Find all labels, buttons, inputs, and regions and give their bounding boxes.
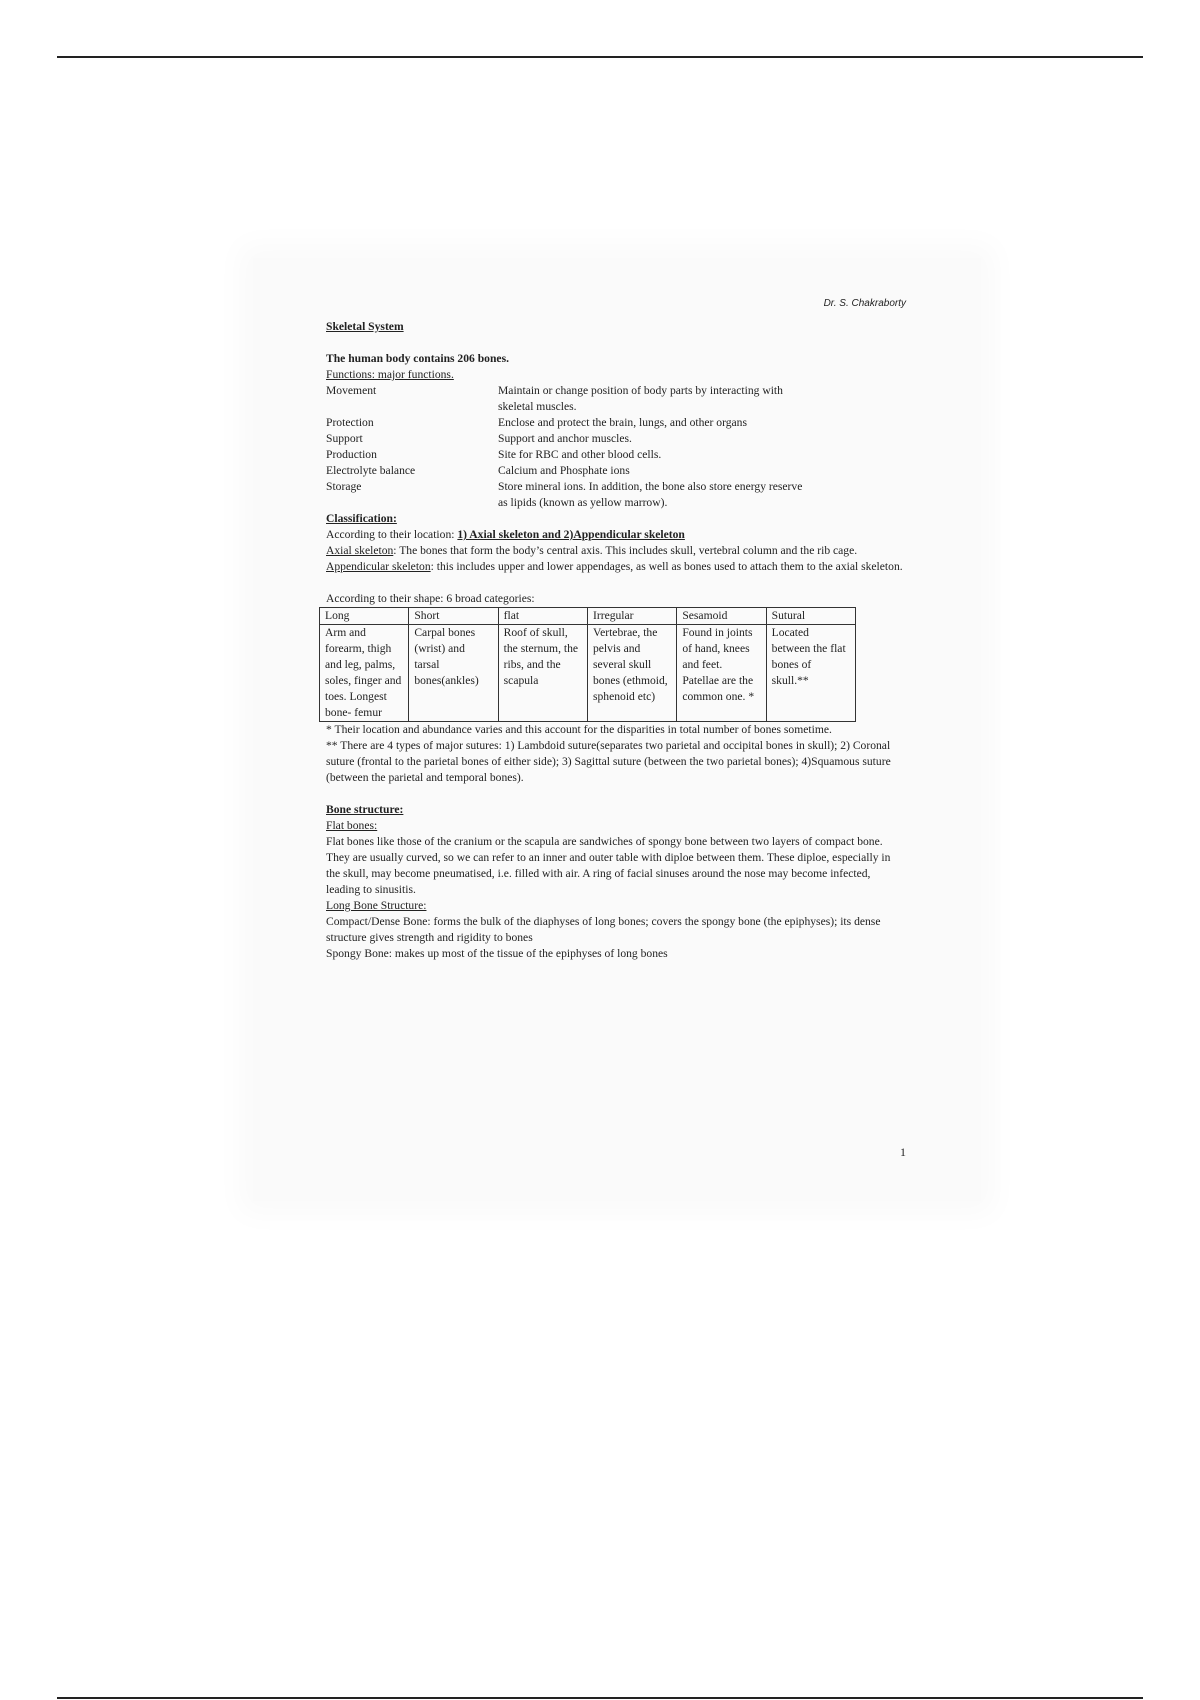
appendicular-term: Appendicular skeleton	[326, 560, 431, 573]
function-description: Support and anchor muscles.	[498, 432, 632, 445]
table-cell: Roof of skull, the sternum, the ribs, and the scapula	[498, 625, 587, 722]
document-content	[326, 296, 906, 962]
table-cell: Located between the flat bones of skull.**	[766, 625, 855, 722]
flat-bones-text: Flat bones like those of the cranium or the scapula are sandwiches of spongy bone between two layers of compact bone. They are usually curved, so we can refer to an inner and outer table with diploe between them. These diploe, especially in the skull, may become pneumatised, i.e. filled with air. A ring of facial sinuses around the nose may become infected, leading to sinusitis.	[326, 835, 891, 896]
table-cell: Arm and forearm, thigh and leg, palms, soles, finger and toes. Longest bone- femur	[320, 625, 409, 722]
function-name: Storage	[326, 480, 362, 493]
function-description: Maintain or change position of body parts by interacting with skeletal muscles.	[498, 384, 783, 413]
function-description: Store mineral ions. In addition, the bone also store energy reserve as lipids (known as yellow marrow).	[498, 480, 803, 509]
intro-statement: The human body contains 206 bones.	[326, 352, 509, 365]
table-header-row	[320, 608, 856, 625]
table-cell: Carpal bones (wrist) and tarsal bones(ankles)	[409, 625, 498, 722]
function-description: Enclose and protect the brain, lungs, and other organs	[498, 416, 747, 429]
function-name: Production	[326, 448, 377, 461]
location-classification	[326, 527, 906, 543]
bottom-divider	[57, 1697, 1143, 1699]
classification-heading: Classification:	[326, 512, 397, 525]
shape-table	[319, 607, 856, 722]
table-cell: Found in joints of hand, knees and feet. Patellae are the common one. *	[677, 625, 766, 722]
table-header-cell: Irregular	[587, 608, 676, 625]
axial-definition	[326, 543, 906, 559]
document-title: Skeletal System	[326, 320, 404, 333]
flat-bones-heading: Flat bones:	[326, 819, 378, 832]
appendicular-text: : this includes upper and lower appendages, as well as bones used to attach them to the axial skeleton.	[430, 560, 903, 573]
compact-bone-text: Compact/Dense Bone: forms the bulk of the diaphyses of long bones; covers the spongy bone (the epiphyses); its dense structure gives strength and rigidity to bones	[326, 915, 881, 944]
page-number: 1	[900, 1145, 906, 1159]
location-prefix: According to their location:	[326, 528, 455, 541]
functions-heading: Functions: major functions.	[326, 368, 454, 381]
function-name: Electrolyte balance	[326, 464, 416, 477]
bone-structure-heading: Bone structure:	[326, 803, 404, 816]
table-header-cell: Sutural	[766, 608, 855, 625]
author-name: Dr. S. Chakraborty	[823, 298, 906, 309]
spongy-bone-text: Spongy Bone: makes up most of the tissue of the epiphyses of long bones	[326, 947, 668, 960]
shape-intro: According to their shape: 6 broad categories:	[326, 592, 535, 605]
footnote-single-asterisk: * Their location and abundance varies and this account for the disparities in total number of bones sometime.	[326, 723, 832, 736]
axial-term: Axial skeleton	[326, 544, 394, 557]
function-name: Movement	[326, 384, 377, 397]
appendicular-definition	[326, 559, 906, 575]
long-bone-heading: Long Bone Structure:	[326, 899, 427, 912]
footnote-double-asterisk: ** There are 4 types of major sutures: 1) Lambdoid suture(separates two parietal and occipital bones in skull); 2) Coronal suture (frontal to the parietal bones of either side); 3) Sagittal suture (between the two parietal bones); 4)Squamous suture (between the parietal and temporal bones).	[326, 739, 891, 784]
function-description: Site for RBC and other blood cells.	[498, 448, 662, 461]
table-header-cell: Long	[320, 608, 409, 625]
top-divider	[57, 56, 1143, 58]
function-name: Support	[326, 432, 363, 445]
table-row	[320, 625, 856, 722]
table-header-cell: Sesamoid	[677, 608, 766, 625]
functions-list	[326, 383, 906, 511]
function-name: Protection	[326, 416, 374, 429]
location-types: 1) Axial skeleton and 2)Appendicular skeleton	[457, 528, 685, 541]
function-description: Calcium and Phosphate ions	[498, 464, 630, 477]
table-header-cell: flat	[498, 608, 587, 625]
table-header-cell: Short	[409, 608, 498, 625]
table-cell: Vertebrae, the pelvis and several skull bones (ethmoid, sphenoid etc)	[587, 625, 676, 722]
axial-text: : The bones that form the body’s central axis. This includes skull, vertebral column and the rib cage.	[393, 544, 858, 557]
